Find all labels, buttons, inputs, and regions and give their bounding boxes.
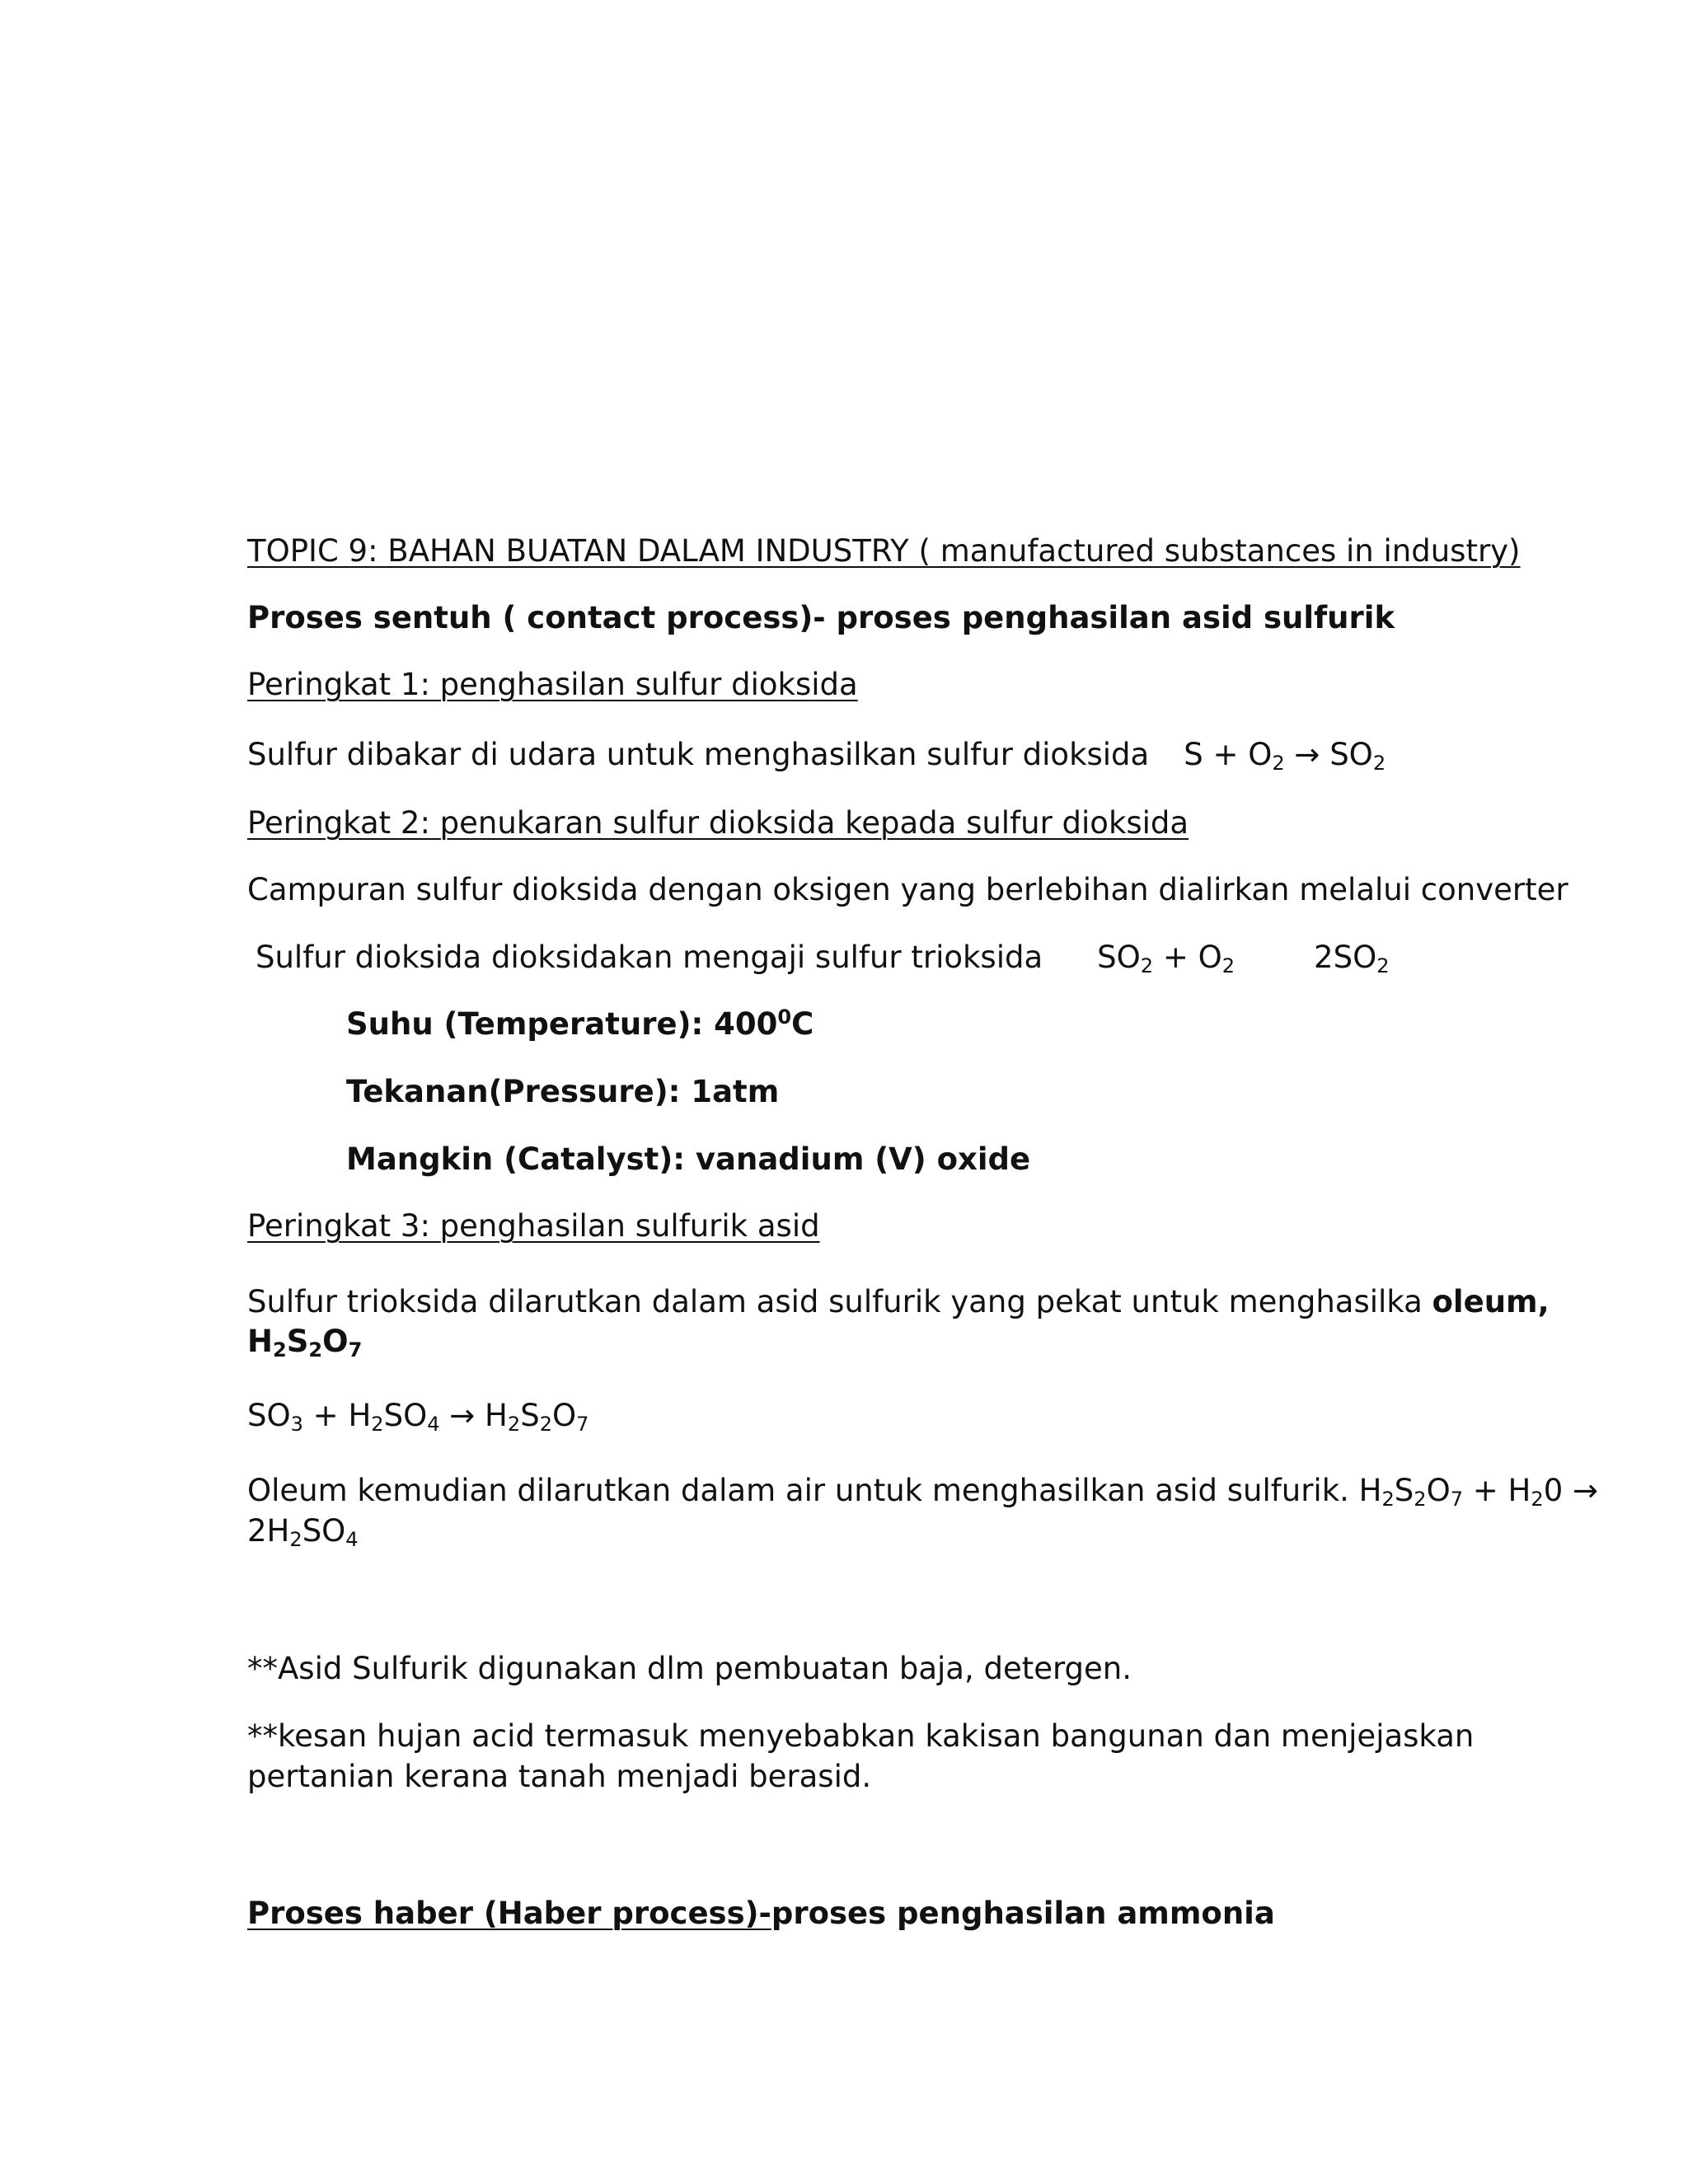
oleum-term: oleum, <box>1432 1284 1550 1319</box>
note-acid-rain-line-1: **kesan hujan acid termasuk menyebabkan kakisan bangunan dan menjejaskan <box>247 1718 1475 1754</box>
stage-1-text <box>247 734 1386 776</box>
stage-1-description: Sulfur dibakar di udara untuk menghasilkan sulfur dioksida <box>247 737 1150 772</box>
stage-2-heading: Peringkat 2: penukaran sulfur dioksida kepada sulfur dioksida <box>247 805 1189 841</box>
stage-3-text: Sulfur trioksida dilarutkan dalam asid sulfurik yang pekat untuk menghasilka oleum, <box>247 1284 1550 1319</box>
temperature-condition: Suhu (Temperature): $400^0C$ <box>346 1005 814 1042</box>
stage-3-equation-1: $SO_3 + H_2SO_4 \to H_2S_2O_7$ <box>247 1398 589 1436</box>
stage-3-text-2: Oleum kemudian dilarutkan dalam air untuk menghasilkan asid sulfurik. $H_2S_2O_7 + H_20$ → <box>247 1473 1599 1511</box>
stage-2-description: Sulfur dioksida dioksidakan mengaji sulfur trioksida <box>256 940 1043 975</box>
note-uses: **Asid Sulfurik digunakan dlm pembuatan baja, detergen. <box>247 1651 1132 1686</box>
stage-2-equation-right: $2SO_2$ <box>1314 940 1390 977</box>
haber-heading-rest: proses penghasilan ammonia <box>771 1896 1275 1931</box>
stage-3-heading: Peringkat 3: penghasilan sulfurik asid <box>247 1208 820 1244</box>
stage-2-equation-left: $SO_2 + O_2$ <box>1097 940 1236 977</box>
stage-1-heading: Peringkat 1: penghasilan sulfur dioksida <box>247 667 858 702</box>
stage-1-equation: $S + O_2 \to SO_2$ <box>1184 737 1386 775</box>
haber-process-heading <box>247 1893 1275 1934</box>
haber-heading-underlined: Proses haber (Haber process)- <box>247 1896 771 1931</box>
stage-3-equation-2: $H_2S_2O_7 + H_20$ → <box>1358 1473 1599 1511</box>
stage-2-text-1: Campuran sulfur dioksida dengan oksigen yang berlebihan dialirkan melalui converter <box>247 872 1568 907</box>
contact-process-heading: Proses sentuh ( contact process)- proses penghasilan asid sulfurik <box>247 600 1395 635</box>
note-acid-rain-line-2: pertanian kerana tanah menjadi berasid. <box>247 1759 872 1794</box>
stage-2-text-2 <box>256 937 1390 978</box>
catalyst-condition: Mangkin (Catalyst): vanadium (V) oxide <box>346 1141 1031 1177</box>
stage-3-equation-2-continued: $2H_2SO_4$ <box>247 1513 359 1551</box>
topic-title: TOPIC 9: BAHAN BUATAN DALAM INDUSTRY ( manufactured substances in industry) <box>247 533 1521 569</box>
oleum-formula: $H_2S_2O_7$ <box>247 1324 363 1361</box>
pressure-condition: Tekanan(Pressure): 1atm <box>346 1074 780 1109</box>
